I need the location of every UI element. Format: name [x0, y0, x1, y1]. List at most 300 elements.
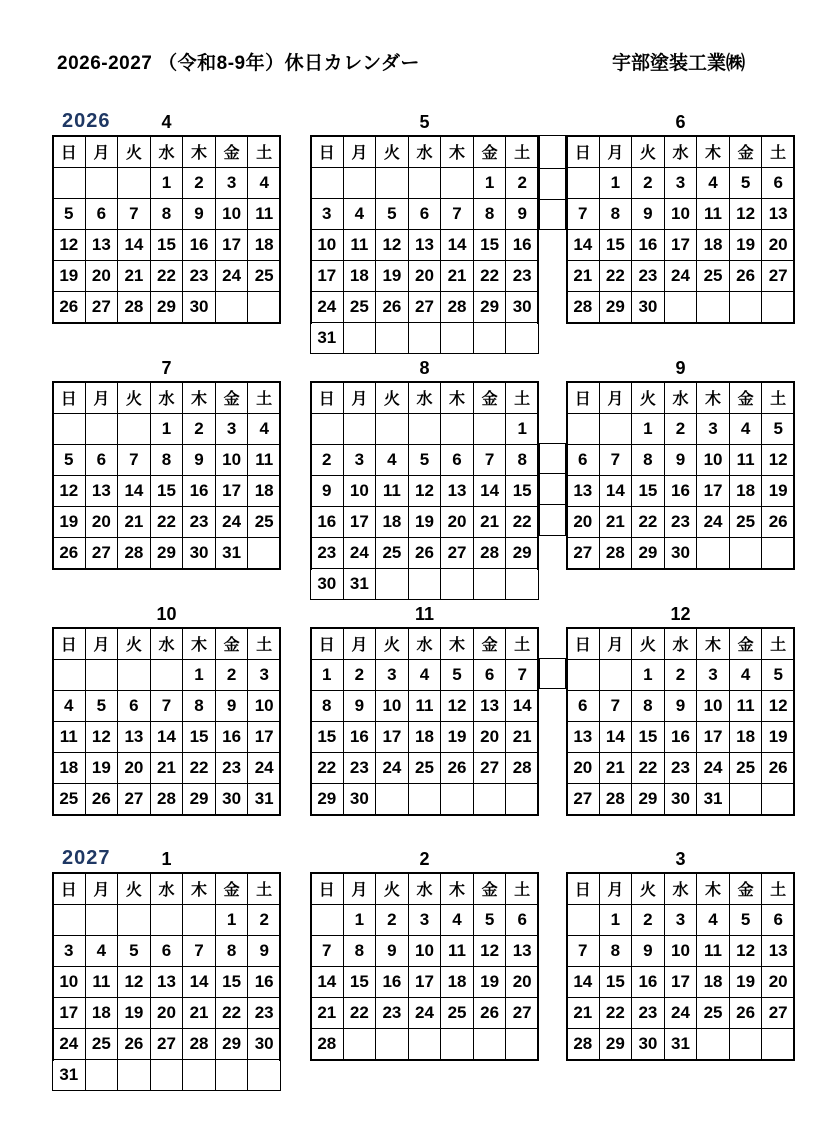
empty-cell — [506, 784, 539, 815]
day-cell: 19 — [85, 753, 118, 784]
week-row — [311, 292, 539, 323]
week-row — [53, 1029, 281, 1060]
day-cell: 1 — [150, 168, 183, 199]
weekday-header-mon: 月 — [85, 873, 118, 905]
day-cell: 30 — [248, 1029, 281, 1060]
day-cell: 1 — [150, 414, 183, 445]
empty-cell — [441, 1029, 474, 1060]
weekday-header-sat: 土 — [506, 628, 539, 660]
day-cell: 29 — [599, 292, 632, 323]
calendar-table-5 — [310, 135, 539, 354]
day-cell: 11 — [697, 936, 730, 967]
void-cell — [473, 323, 506, 354]
weekday-header-thu: 木 — [183, 382, 216, 414]
weekday-header-mon: 月 — [343, 628, 376, 660]
empty-cell — [729, 292, 762, 323]
weekday-header-fri: 金 — [473, 873, 506, 905]
day-cell: 8 — [343, 936, 376, 967]
week-row — [311, 538, 539, 569]
weekday-header-tue: 火 — [632, 873, 665, 905]
day-cell: 30 — [632, 1029, 665, 1060]
day-cell: 20 — [408, 261, 441, 292]
weekday-header-fri: 金 — [473, 382, 506, 414]
empty-cell — [762, 1029, 795, 1060]
day-cell: 27 — [567, 784, 600, 815]
day-cell: 10 — [343, 476, 376, 507]
calendar-table-12 — [566, 627, 795, 815]
day-cell: 31 — [215, 538, 248, 569]
day-cell: 17 — [664, 230, 697, 261]
day-cell: 25 — [53, 784, 86, 815]
empty-cell — [762, 784, 795, 815]
day-cell: 22 — [343, 998, 376, 1029]
day-cell: 21 — [441, 261, 474, 292]
day-cell: 11 — [697, 199, 730, 230]
week-row — [311, 784, 539, 815]
day-cell: 15 — [215, 967, 248, 998]
day-cell: 12 — [441, 691, 474, 722]
day-cell: 6 — [85, 199, 118, 230]
day-cell: 16 — [215, 722, 248, 753]
day-cell: 12 — [53, 230, 86, 261]
day-cell: 5 — [762, 660, 795, 691]
week-row — [567, 753, 795, 784]
day-cell: 19 — [118, 998, 151, 1029]
week-row — [567, 476, 795, 507]
day-cell: 28 — [506, 753, 539, 784]
day-cell: 16 — [311, 507, 344, 538]
day-cell: 4 — [729, 414, 762, 445]
day-cell: 30 — [343, 784, 376, 815]
day-cell: 18 — [248, 476, 281, 507]
day-cell: 19 — [441, 722, 474, 753]
empty-cell — [215, 292, 248, 323]
day-cell: 8 — [150, 199, 183, 230]
week-row — [53, 1060, 281, 1091]
week-row — [311, 691, 539, 722]
day-cell: 3 — [664, 168, 697, 199]
day-cell: 13 — [506, 936, 539, 967]
empty-cell — [85, 905, 118, 936]
day-cell: 15 — [311, 722, 344, 753]
day-cell: 26 — [729, 998, 762, 1029]
weekday-header-mon: 月 — [599, 628, 632, 660]
day-cell: 24 — [248, 753, 281, 784]
day-cell: 19 — [473, 967, 506, 998]
week-row — [53, 476, 281, 507]
weekday-header-sun: 日 — [567, 382, 600, 414]
week-row — [567, 445, 795, 476]
day-cell: 16 — [632, 967, 665, 998]
day-cell: 20 — [762, 230, 795, 261]
day-cell: 26 — [85, 784, 118, 815]
day-cell: 27 — [473, 753, 506, 784]
empty-cell — [697, 1029, 730, 1060]
day-cell: 16 — [376, 967, 409, 998]
day-cell: 10 — [664, 936, 697, 967]
day-cell: 6 — [118, 691, 151, 722]
day-cell: 5 — [408, 445, 441, 476]
day-cell: 17 — [248, 722, 281, 753]
calendar-table-10 — [52, 627, 281, 815]
month-label-row — [52, 112, 281, 135]
day-cell: 2 — [215, 660, 248, 691]
day-cell: 31 — [697, 784, 730, 815]
day-cell: 22 — [215, 998, 248, 1029]
month-label-row — [310, 358, 539, 381]
day-cell: 4 — [729, 660, 762, 691]
weekday-header-thu: 木 — [697, 873, 730, 905]
empty-cell — [408, 414, 441, 445]
day-cell: 19 — [408, 507, 441, 538]
day-cell: 23 — [248, 998, 281, 1029]
weekday-header-thu: 木 — [441, 873, 474, 905]
day-cell: 17 — [343, 507, 376, 538]
week-row — [53, 722, 281, 753]
weekday-header-tue: 火 — [118, 382, 151, 414]
week-row — [311, 323, 539, 354]
week-row — [311, 998, 539, 1029]
day-cell: 26 — [376, 292, 409, 323]
week-row — [567, 691, 795, 722]
day-cell: 26 — [441, 753, 474, 784]
week-row — [311, 507, 539, 538]
void-cell — [441, 569, 474, 600]
day-cell: 3 — [215, 168, 248, 199]
day-cell: 22 — [632, 507, 665, 538]
day-cell: 11 — [729, 445, 762, 476]
void-cell — [343, 323, 376, 354]
day-cell: 26 — [473, 998, 506, 1029]
day-cell: 13 — [85, 230, 118, 261]
day-cell: 31 — [343, 569, 376, 600]
day-cell: 2 — [664, 660, 697, 691]
month-block-6 — [566, 112, 795, 323]
weekday-header-sun: 日 — [53, 628, 86, 660]
month-block-4 — [52, 112, 281, 323]
day-cell: 18 — [441, 967, 474, 998]
empty-cell — [343, 414, 376, 445]
grid-artifact-aug-sep — [539, 443, 566, 536]
day-cell: 7 — [118, 199, 151, 230]
day-cell: 28 — [183, 1029, 216, 1060]
day-cell: 4 — [376, 445, 409, 476]
day-cell: 8 — [599, 199, 632, 230]
void-cell — [376, 569, 409, 600]
void-cell — [441, 323, 474, 354]
day-cell: 6 — [473, 660, 506, 691]
month-number-label: 3 — [675, 849, 686, 869]
weekday-header-mon: 月 — [343, 873, 376, 905]
weekday-header-wed: 水 — [408, 382, 441, 414]
week-row — [53, 445, 281, 476]
week-row — [53, 538, 281, 569]
day-cell: 9 — [183, 199, 216, 230]
day-cell: 19 — [729, 230, 762, 261]
empty-cell — [664, 292, 697, 323]
month-label-row — [310, 604, 539, 627]
week-row — [53, 507, 281, 538]
empty-cell — [599, 414, 632, 445]
day-cell: 10 — [248, 691, 281, 722]
day-cell: 18 — [408, 722, 441, 753]
month-number-label: 2 — [419, 849, 430, 869]
empty-cell — [118, 905, 151, 936]
day-cell: 27 — [85, 292, 118, 323]
weekday-header-sun: 日 — [311, 628, 344, 660]
weekday-header-mon: 月 — [599, 382, 632, 414]
empty-cell — [118, 168, 151, 199]
day-cell: 8 — [311, 691, 344, 722]
day-cell: 15 — [599, 230, 632, 261]
day-cell: 12 — [85, 722, 118, 753]
weekday-header-sun: 日 — [311, 873, 344, 905]
void-cell — [183, 1060, 216, 1091]
day-cell: 28 — [118, 538, 151, 569]
day-cell: 3 — [53, 936, 86, 967]
week-row — [311, 414, 539, 445]
empty-cell — [729, 538, 762, 569]
day-cell: 21 — [567, 261, 600, 292]
week-row — [53, 905, 281, 936]
month-block-10 — [52, 604, 281, 815]
weekday-header-thu: 木 — [441, 628, 474, 660]
weekday-header-tue: 火 — [118, 873, 151, 905]
weekday-header-mon: 月 — [343, 136, 376, 168]
empty-cell — [729, 1029, 762, 1060]
calendar-table-7 — [52, 381, 281, 569]
day-cell: 11 — [376, 476, 409, 507]
day-cell: 24 — [697, 753, 730, 784]
weekday-header-mon: 月 — [85, 628, 118, 660]
day-cell: 13 — [567, 722, 600, 753]
weekday-header-sun: 日 — [311, 136, 344, 168]
day-cell: 21 — [506, 722, 539, 753]
week-row — [53, 936, 281, 967]
day-cell: 24 — [343, 538, 376, 569]
empty-cell — [53, 660, 86, 691]
day-cell: 16 — [664, 476, 697, 507]
void-cell — [473, 569, 506, 600]
month-block-8 — [310, 358, 539, 600]
week-row — [567, 292, 795, 323]
calendar-table-1 — [52, 872, 281, 1091]
empty-cell — [567, 414, 600, 445]
day-cell: 14 — [567, 230, 600, 261]
day-cell: 20 — [118, 753, 151, 784]
calendar-table-11 — [310, 627, 539, 815]
day-cell: 22 — [150, 261, 183, 292]
empty-cell — [762, 538, 795, 569]
week-row — [567, 905, 795, 936]
void-cell — [408, 323, 441, 354]
empty-cell — [248, 292, 281, 323]
day-cell: 10 — [664, 199, 697, 230]
empty-cell — [118, 414, 151, 445]
day-cell: 13 — [118, 722, 151, 753]
day-cell: 19 — [762, 722, 795, 753]
weekday-header-mon: 月 — [85, 136, 118, 168]
empty-cell — [85, 168, 118, 199]
day-cell: 21 — [183, 998, 216, 1029]
day-cell: 29 — [183, 784, 216, 815]
day-cell: 17 — [215, 230, 248, 261]
weekday-header-sat: 土 — [762, 136, 795, 168]
empty-cell — [762, 292, 795, 323]
day-cell: 29 — [632, 538, 665, 569]
day-cell: 16 — [183, 230, 216, 261]
day-cell: 7 — [599, 691, 632, 722]
day-cell: 9 — [183, 445, 216, 476]
day-cell: 31 — [248, 784, 281, 815]
day-cell: 23 — [183, 507, 216, 538]
weekday-header-thu: 木 — [697, 382, 730, 414]
weekday-header-thu: 木 — [441, 136, 474, 168]
weekday-header-sat: 土 — [762, 382, 795, 414]
day-cell: 10 — [53, 967, 86, 998]
day-cell: 27 — [118, 784, 151, 815]
day-cell: 8 — [599, 936, 632, 967]
week-row — [311, 905, 539, 936]
weekday-header-thu: 木 — [183, 873, 216, 905]
day-cell: 26 — [53, 538, 86, 569]
day-cell: 3 — [697, 660, 730, 691]
weekday-header-tue: 火 — [376, 136, 409, 168]
month-block-1 — [52, 849, 281, 1091]
day-cell: 11 — [248, 199, 281, 230]
day-cell: 6 — [408, 199, 441, 230]
day-cell: 24 — [664, 998, 697, 1029]
day-cell: 27 — [567, 538, 600, 569]
week-row — [567, 784, 795, 815]
weekday-header-wed: 水 — [150, 382, 183, 414]
day-cell: 19 — [53, 261, 86, 292]
day-cell: 4 — [248, 414, 281, 445]
day-cell: 1 — [215, 905, 248, 936]
day-cell: 29 — [473, 292, 506, 323]
month-number-label: 10 — [156, 604, 177, 624]
day-cell: 7 — [311, 936, 344, 967]
day-cell: 15 — [183, 722, 216, 753]
day-cell: 15 — [632, 722, 665, 753]
day-cell: 7 — [150, 691, 183, 722]
day-cell: 26 — [729, 261, 762, 292]
week-row — [53, 998, 281, 1029]
day-cell: 22 — [506, 507, 539, 538]
week-row — [53, 261, 281, 292]
weekday-header-thu: 木 — [697, 628, 730, 660]
day-cell: 18 — [343, 261, 376, 292]
weekday-header-tue: 火 — [376, 382, 409, 414]
day-cell: 3 — [664, 905, 697, 936]
day-cell: 18 — [248, 230, 281, 261]
weekday-header-thu: 木 — [183, 136, 216, 168]
day-cell: 6 — [762, 905, 795, 936]
day-cell: 5 — [53, 445, 86, 476]
day-cell: 24 — [311, 292, 344, 323]
day-cell: 20 — [85, 261, 118, 292]
day-cell: 29 — [506, 538, 539, 569]
day-cell: 5 — [762, 414, 795, 445]
week-row — [567, 199, 795, 230]
day-cell: 13 — [150, 967, 183, 998]
weekday-header-tue: 火 — [376, 873, 409, 905]
day-cell: 2 — [343, 660, 376, 691]
weekday-header-sat: 土 — [506, 873, 539, 905]
day-cell: 14 — [183, 967, 216, 998]
week-row — [311, 1029, 539, 1060]
weekday-header-wed: 水 — [664, 628, 697, 660]
empty-cell — [697, 292, 730, 323]
day-cell: 27 — [506, 998, 539, 1029]
void-cell — [85, 1060, 118, 1091]
week-row — [311, 753, 539, 784]
day-cell: 20 — [85, 507, 118, 538]
empty-cell — [53, 414, 86, 445]
day-cell: 9 — [248, 936, 281, 967]
week-row — [567, 507, 795, 538]
day-cell: 28 — [567, 1029, 600, 1060]
day-cell: 1 — [473, 168, 506, 199]
day-cell: 24 — [376, 753, 409, 784]
day-cell: 9 — [632, 199, 665, 230]
weekday-header-sat: 土 — [506, 382, 539, 414]
day-cell: 9 — [632, 936, 665, 967]
week-row — [53, 967, 281, 998]
day-cell: 22 — [599, 261, 632, 292]
day-cell: 3 — [215, 414, 248, 445]
day-cell: 25 — [343, 292, 376, 323]
week-row — [53, 660, 281, 691]
day-cell: 1 — [599, 168, 632, 199]
month-number-label: 1 — [161, 849, 172, 869]
day-cell: 18 — [376, 507, 409, 538]
day-cell: 5 — [441, 660, 474, 691]
day-cell: 17 — [53, 998, 86, 1029]
empty-cell — [85, 414, 118, 445]
day-cell: 20 — [762, 967, 795, 998]
week-row — [567, 722, 795, 753]
day-cell: 26 — [53, 292, 86, 323]
day-cell: 25 — [441, 998, 474, 1029]
weekday-header-wed: 水 — [150, 873, 183, 905]
day-cell: 12 — [408, 476, 441, 507]
day-cell: 12 — [53, 476, 86, 507]
day-cell: 29 — [215, 1029, 248, 1060]
day-cell: 30 — [183, 292, 216, 323]
day-cell: 26 — [762, 507, 795, 538]
day-cell: 26 — [762, 753, 795, 784]
day-cell: 13 — [85, 476, 118, 507]
empty-cell — [729, 784, 762, 815]
day-cell: 26 — [118, 1029, 151, 1060]
grid-artifact-nov-dec — [539, 658, 566, 689]
void-cell — [150, 1060, 183, 1091]
day-cell: 4 — [85, 936, 118, 967]
day-cell: 7 — [567, 199, 600, 230]
week-row — [567, 967, 795, 998]
week-row — [311, 199, 539, 230]
day-cell: 14 — [150, 722, 183, 753]
day-cell: 13 — [762, 936, 795, 967]
day-cell: 5 — [729, 168, 762, 199]
weekday-header-sun: 日 — [311, 382, 344, 414]
empty-cell — [441, 784, 474, 815]
weekday-header-fri: 金 — [215, 382, 248, 414]
day-cell: 7 — [441, 199, 474, 230]
void-cell — [248, 1060, 281, 1091]
day-cell: 25 — [729, 507, 762, 538]
